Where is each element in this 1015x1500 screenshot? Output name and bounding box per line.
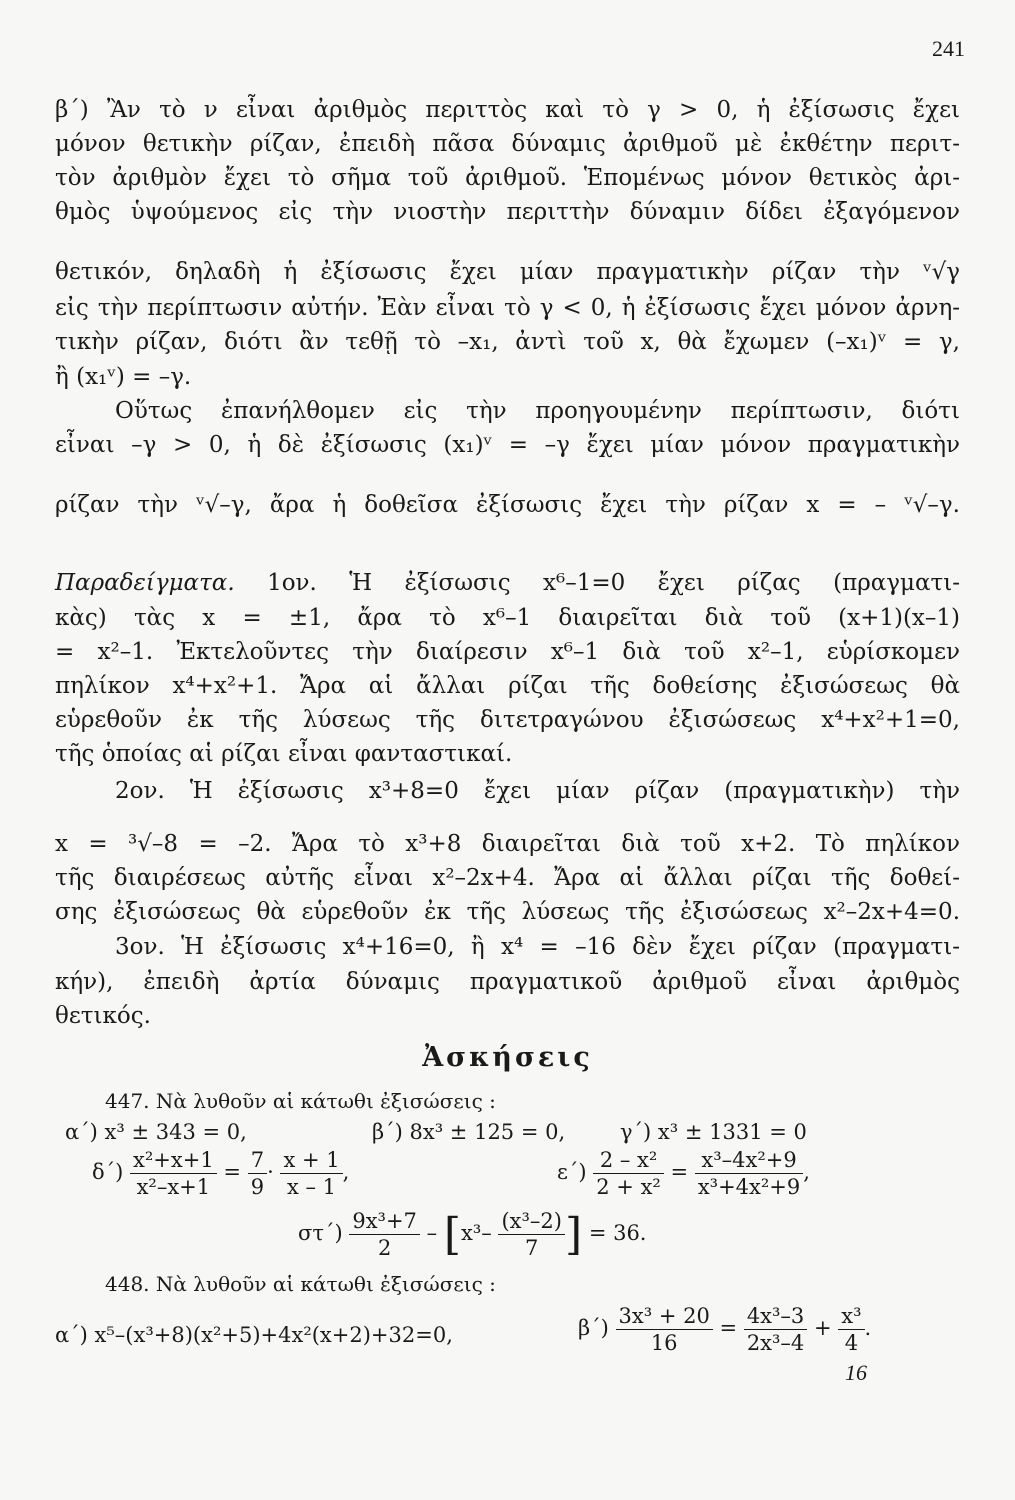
text-line: 2ον. Ἡ ἐξίσωσις x³+8=0 ἔχει μίαν ρίζαν (πραγματικὴν) τὴν xyxy=(115,778,960,804)
text-line: τὸν ἀριθμὸν ἔχει τὸ σῆμα τοῦ ἀριθμοῦ. Ἑπομένως μόνον θετικὸς ἀρι- xyxy=(55,165,960,191)
fraction: $\frac{\text{9x³+7}}{2}$ xyxy=(349,1208,420,1261)
exercise-448-b: β΄) $\frac{\text{3x³ + 20}}{16}$ = $\frac{\text{4x³–3}}{\text{2x³–4}}$ + $\frac{\text{x³}}{4}$ . xyxy=(578,1304,872,1355)
text-line: εἶναι –γ > 0, ἡ δὲ ἐξίσωσις (x₁)ᵛ = –γ ἔχει μίαν μόνον πραγματικὴν xyxy=(55,432,960,458)
exercise-447-b: β΄) 8x³ ± 125 = 0, xyxy=(372,1120,566,1144)
text-line: εὑρεθοῦν ἐκ τῆς λύσεως τῆς διτετραγώνου ἐξισώσεως x⁴+x²+1=0, xyxy=(55,707,960,733)
fraction: $\frac{x + 1}{x - 1}$ xyxy=(280,1147,342,1200)
exercise-447-c: γ΄) x³ ± 1331 = 0 xyxy=(620,1120,807,1144)
text-line: θμὸς ὑψούμενος εἰς τὴν νιοστὴν περιττὴν δύναμιν δίδει ἐξαγόμενον xyxy=(55,199,960,225)
text-line: τῆς διαιρέσεως αὐτῆς εἶναι x²–2x+4. Ἄρα αἱ ἄλλαι ρίζαι τῆς δοθεί- xyxy=(55,865,960,891)
text-line: μόνον θετικὴν ρίζαν, ἐπειδὴ πᾶσα δύναμις ἀριθμοῦ μὲ ἐκθέτην περιτ- xyxy=(55,131,960,157)
page-number: 241 xyxy=(932,36,965,61)
fraction: $\frac{\text{x³–4x²+9}}{\text{x³+4x²+9}}$ xyxy=(695,1147,803,1200)
text-line: 3ον. Ἡ ἐξίσωσις x⁴+16=0, ἢ x⁴ = –16 δὲν ἔχει ρίζαν (πραγματι- xyxy=(115,934,960,960)
exercise-447-d: δ΄) $\frac{\text{x²+x+1}}{\text{x²–x+1}}$ = $\frac{7}{9}$ · $\frac{x + 1}{x - 1}$ , xyxy=(92,1148,350,1199)
text-line: εἰς τὴν περίπτωσιν αὐτήν. Ἐὰν εἶναι τὸ γ < 0, ἡ ἐξίσωσις ἔχει μόνον ἀρνη- xyxy=(55,295,960,321)
examples-first-line xyxy=(55,568,960,598)
text-line: τῆς ὁποίας αἱ ρίζαι εἶναι φανταστικαί. xyxy=(55,741,513,767)
fraction: $\frac{7}{9}$ xyxy=(248,1147,267,1200)
exercise-447-intro: 447. Νὰ λυθοῦν αἱ κάτωθι ἐξισώσεις : xyxy=(105,1089,496,1113)
text-line: = x²–1. Ἐκτελοῦντες τὴν διαίρεσιν x⁶–1 διὰ τοῦ x²–1, εὑρίσκομεν xyxy=(55,639,960,665)
fraction: $\frac{\text{x²+x+1}}{\text{x²–x+1}}$ xyxy=(130,1147,217,1200)
text-line: ρίζαν τὴν ᵛ√–γ, ἄρα ἡ δοθεῖσα ἐξίσωσις ἔχει τὴν ρίζαν x = – ᵛ√–γ. xyxy=(55,492,960,518)
text-line: ἢ (x₁ᵛ) = –γ. xyxy=(55,364,192,390)
text-line: θετικός. xyxy=(55,1003,151,1029)
text-line: Οὕτως ἐπανήλθομεν εἰς τὴν προηγουμένην περίπτωσιν, διότι xyxy=(115,398,960,424)
text-line: πηλίκον x⁴+x²+1. Ἄρα αἱ ἄλλαι ρίζαι τῆς δοθείσης ἐξισώσεως θὰ xyxy=(55,673,960,699)
text-line: 1ον. Ἡ ἐξίσωσις x⁶–1=0 ἔχει ρίζας (πραγματι- xyxy=(234,570,960,596)
text-line: σης ἐξισώσεως θὰ εὑρεθοῦν ἐκ τῆς λύσεως τῆς ἐξισώσεως x²–2x+4=0. xyxy=(55,899,960,925)
fraction: $\frac{\text{(x³–2)}}{7}$ xyxy=(498,1208,565,1261)
text-line: θετικόν, δηλαδὴ ἡ ἐξίσωσις ἔχει μίαν πραγματικὴν ρίζαν τὴν ᵛ√γ xyxy=(55,259,960,285)
fraction: $\frac{\text{4x³–3}}{\text{2x³–4}}$ xyxy=(744,1303,807,1356)
text-line: τικὴν ρίζαν, διότι ἂν τεθῇ τὸ –x₁, ἀντὶ τοῦ x, θὰ ἔχωμεν (–x₁)ᵛ = γ, xyxy=(55,329,960,355)
fraction: $\frac{\text{2 – x²}}{\text{2 + x²}}$ xyxy=(593,1147,664,1200)
text-line: κὰς) τὰς x = ±1, ἄρα τὸ x⁶–1 διαιρεῖται διὰ τοῦ (x+1)(x–1) xyxy=(55,605,960,631)
examples-label: Παραδείγματα. xyxy=(55,570,235,596)
fraction: $\frac{\text{x³}}{4}$ xyxy=(838,1303,864,1356)
signature-mark: 16 xyxy=(845,1360,867,1385)
text-line: β΄) Ἂν τὸ ν εἶναι ἀριθμὸς περιττὸς καὶ τὸ γ > 0, ἡ ἐξίσωσις ἔχει xyxy=(55,97,960,123)
exercises-heading: Ἀσκήσεις xyxy=(422,1042,593,1073)
exercise-447-e: ε΄) $\frac{\text{2 – x²}}{\text{2 + x²}}$ = $\frac{\text{x³–4x²+9}}{\text{x³+4x²+9}}$ , xyxy=(557,1148,810,1199)
exercise-448-a: α΄) x⁵–(x³+8)(x²+5)+4x²(x+2)+32=0, xyxy=(55,1323,453,1347)
text-line: x = ³√–8 = –2. Ἄρα τὸ x³+8 διαιρεῖται διὰ τοῦ x+2. Τὸ πηλίκον xyxy=(55,831,960,857)
exercise-447-a: α΄) x³ ± 343 = 0, xyxy=(65,1120,247,1144)
exercise-447-st: στ΄) $\frac{\text{9x³+7}}{2}$ – [x³– $\frac{\text{(x³–2)}}{7}$ ] = 36. xyxy=(298,1209,647,1260)
text-line: κήν), ἐπειδὴ ἀρτία δύναμις πραγματικοῦ ἀριθμοῦ εἶναι ἀριθμὸς xyxy=(55,969,960,995)
exercise-448-intro: 448. Νὰ λυθοῦν αἱ κάτωθι ἐξισώσεις : xyxy=(105,1272,496,1296)
fraction: $\frac{\text{3x³ + 20}}{16}$ xyxy=(616,1303,713,1356)
